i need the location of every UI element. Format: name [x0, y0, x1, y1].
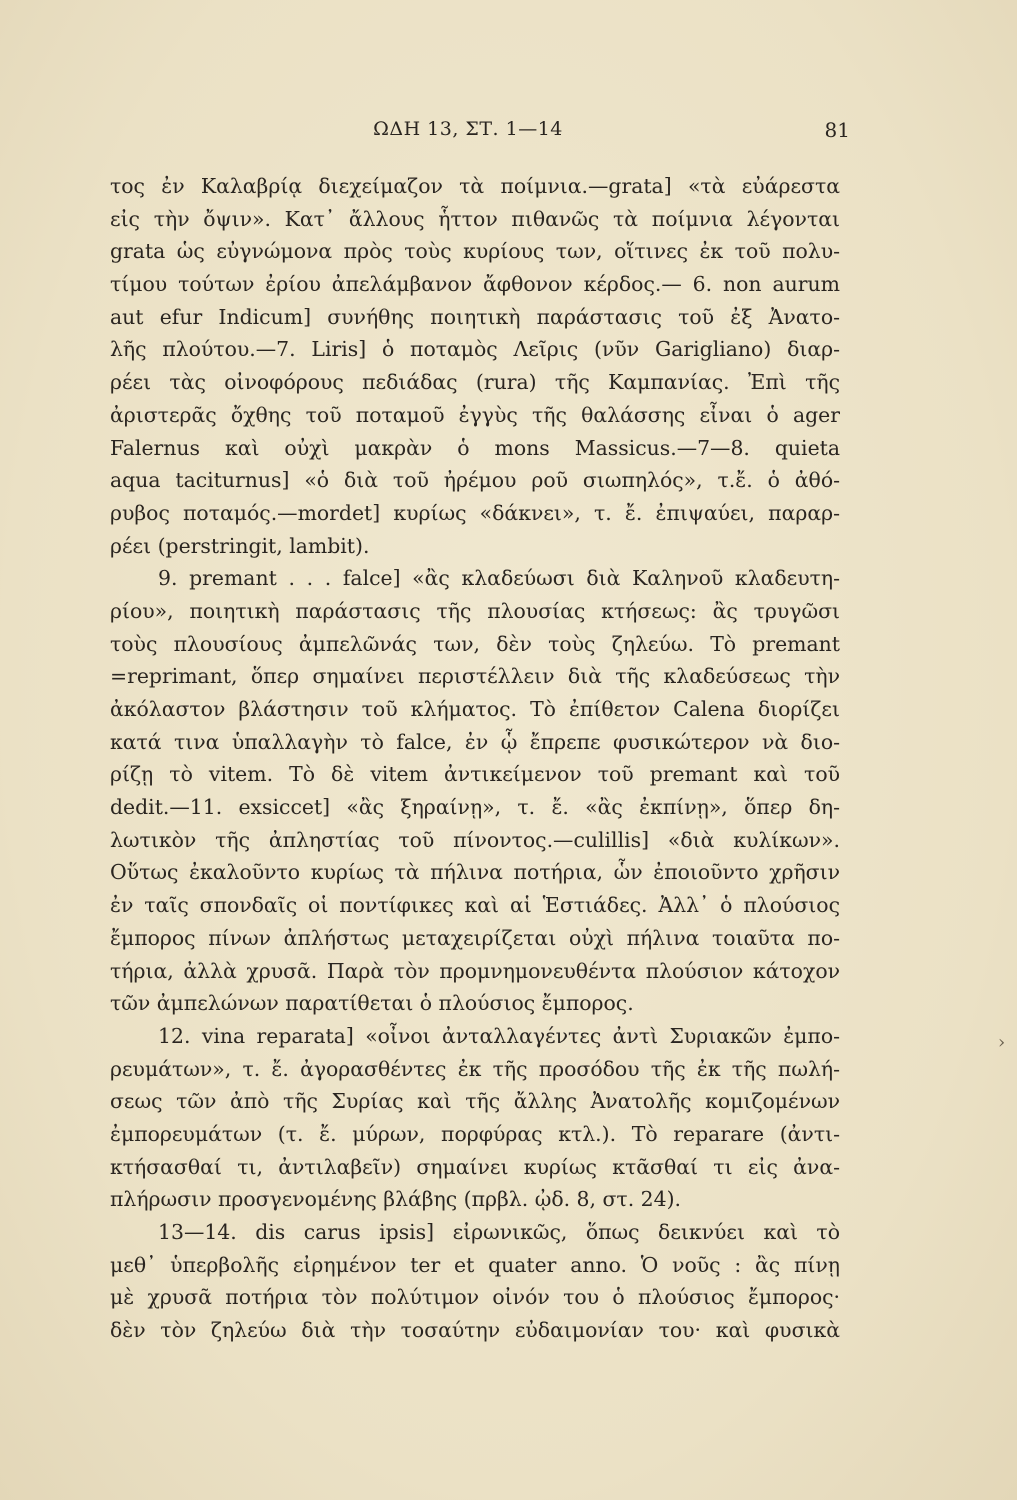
- text-line: ἐμπορευμάτων (τ. ἔ. μύρων, πορφύρας κτλ.). Τὸ reparare (ἀντι-: [110, 1121, 840, 1146]
- page-number: 81: [824, 118, 850, 142]
- commentary-text: [110, 170, 840, 1347]
- text-line: ρίου», ποιητικὴ παράστασις τῆς πλουσίας κτήσεως: ἂς τρυγῶσι: [110, 598, 840, 623]
- text-line: τῶν ἀμπελώνων παρατίθεται ὁ πλούσιος ἔμπορος.: [110, 991, 634, 1016]
- text-line: aut efur Indicum] συνήθης ποιητικὴ παράστασις τοῦ ἐξ Ἀνατο-: [110, 304, 840, 329]
- text-line: σεως τῶν ἀπὸ τῆς Συρίας καὶ τῆς ἄλλης Ἀνατολῆς κομιζομένων: [110, 1089, 840, 1114]
- text-line: Falernus καὶ οὐχὶ μακρὰν ὁ mons Massicus.—7—8. quieta: [110, 435, 840, 460]
- text-line: μὲ χρυσᾶ ποτήρια τὸν πολύτιμον οἰνόν του ὁ πλούσιος ἔμπορος·: [110, 1285, 840, 1310]
- text-line: ἀκόλαστον βλάστησιν τοῦ κλήματος. Τὸ ἐπίθετον Calena διορίζει: [110, 697, 840, 721]
- text-line: aqua taciturnus] «ὁ διὰ τοῦ ἠρέμου ροῦ σιωπηλός», τ.ἔ. ὁ ἀθό-: [110, 468, 840, 493]
- text-line: ρίζῃ τὸ vitem. Τὸ δὲ vitem ἀντικείμενον τοῦ premant καὶ τοῦ: [110, 762, 840, 787]
- running-title: ΩΔΗ 13, ΣΤ. 1—14: [373, 118, 563, 140]
- text-line: λωτικὸν τῆς ἀπληστίας τοῦ πίνοντος.—culillis] «διὰ κυλίκων».: [110, 827, 840, 852]
- text-line: ἔμπορος πίνων ἀπλήστως μεταχειρίζεται οὐχὶ πήλινα τοιαῦτα πο-: [110, 925, 840, 950]
- text-line: μεθ᾽ ὑπερβολῆς εἰρημένον ter et quater anno. Ὁ νοῦς : ἂς πίνῃ: [110, 1252, 840, 1277]
- text-line: grata ὡς εὐγνώμονα πρὸς τοὺς κυρίους των, οἵτινες ἐκ τοῦ πολυ-: [110, 239, 840, 264]
- text-line: εἰς τὴν ὄψιν». Κατ᾽ ἄλλους ἧττον πιθανῶς τὰ ποίμνια λέγονται: [110, 206, 840, 231]
- margin-mark: ›: [998, 1032, 1006, 1053]
- text-line: κατά τινα ὑπαλλαγὴν τὸ falce, ἐν ᾧ ἔπρεπε φυσικώτερον νὰ διο-: [110, 729, 840, 754]
- text-line: τίμου τούτων ἐρίου ἀπελάμβανον ἄφθονον κέρδος.— 6. non aurum: [110, 272, 840, 297]
- text-line: dedit.—11. exsiccet] «ἂς ξηραίνῃ», τ. ἔ. «ἂς ἐκπίνῃ», ὅπερ δη-: [110, 795, 840, 820]
- text-line: ρευμάτων», τ. ἔ. ἀγορασθέντες ἐκ τῆς προσόδου τῆς ἐκ τῆς πωλή-: [110, 1056, 840, 1081]
- text-line: πλήρωσιν προσγενομένης βλάβης (πρβλ. ᾠδ. 8, στ. 24).: [110, 1187, 682, 1212]
- text-line: ἀριστερᾶς ὄχθης τοῦ ποταμοῦ ἐγγὺς τῆς θαλάσσης εἶναι ὁ ager: [110, 402, 840, 427]
- text-line: τήρια, ἀλλὰ χρυσᾶ. Παρὰ τὸν προμνημονευθέντα πλούσιον κάτοχον: [110, 958, 840, 983]
- text-line: 13—14. dis carus ipsis] εἰρωνικῶς, ὅπως δεικνύει καὶ τὸ: [158, 1220, 840, 1244]
- text-line: ρέει (perstringit, lambit).: [110, 533, 370, 558]
- text-line: ρέει τὰς οἰνοφόρους πεδιάδας (rura) τῆς Καμπανίας. Ἐπὶ τῆς: [110, 370, 840, 395]
- text-line: κτήσασθαί τι, ἀντιλαβεῖν) σημαίνει κυρίως κτᾶσθαί τι εἰς ἀνα-: [110, 1154, 840, 1179]
- text-line: 12. vina reparata] «οἶνοι ἀνταλλαγέντες ἀντὶ Συριακῶν ἐμπο-: [158, 1023, 840, 1048]
- text-line: τος ἐν Καλαβρίᾳ διεχείμαζον τὰ ποίμνια.—grata] «τὰ εὐάρεστα: [110, 174, 840, 198]
- page-header: [0, 118, 1017, 148]
- text-line: =reprimant, ὅπερ σημαίνει περιστέλλειν διὰ τῆς κλαδεύσεως τὴν: [110, 664, 840, 689]
- text-line: ἐν ταῖς σπονδαῖς οἱ ποντίφικες καὶ αἱ Ἑστιάδες. Ἀλλ᾽ ὁ πλούσιος: [110, 893, 840, 918]
- text-line: τοὺς πλουσίους ἀμπελῶνάς των, δὲν τοὺς ζηλεύω. Τὸ premant: [110, 631, 840, 656]
- text-line: 9. premant . . . falce] «ἂς κλαδεύωσι διὰ Καληνοῦ κλαδευτη-: [158, 566, 840, 591]
- text-line: ρυβος ποταμός.—mordet] κυρίως «δάκνει», τ. ἔ. ἐπιψαύει, παραρ-: [110, 500, 840, 525]
- text-line: λῆς πλούτου.—7. Liris] ὁ ποταμὸς Λεῖρις (νῦν Garigliano) διαρ-: [110, 337, 840, 362]
- text-line: Οὕτως ἐκαλοῦντο κυρίως τὰ πήλινα ποτήρια, ὧν ἐποιοῦντο χρῆσιν: [110, 860, 840, 885]
- text-line: δὲν τὸν ζηλεύω διὰ τὴν τοσαύτην εὐδαιμονίαν του· καὶ φυσικὰ: [110, 1318, 840, 1343]
